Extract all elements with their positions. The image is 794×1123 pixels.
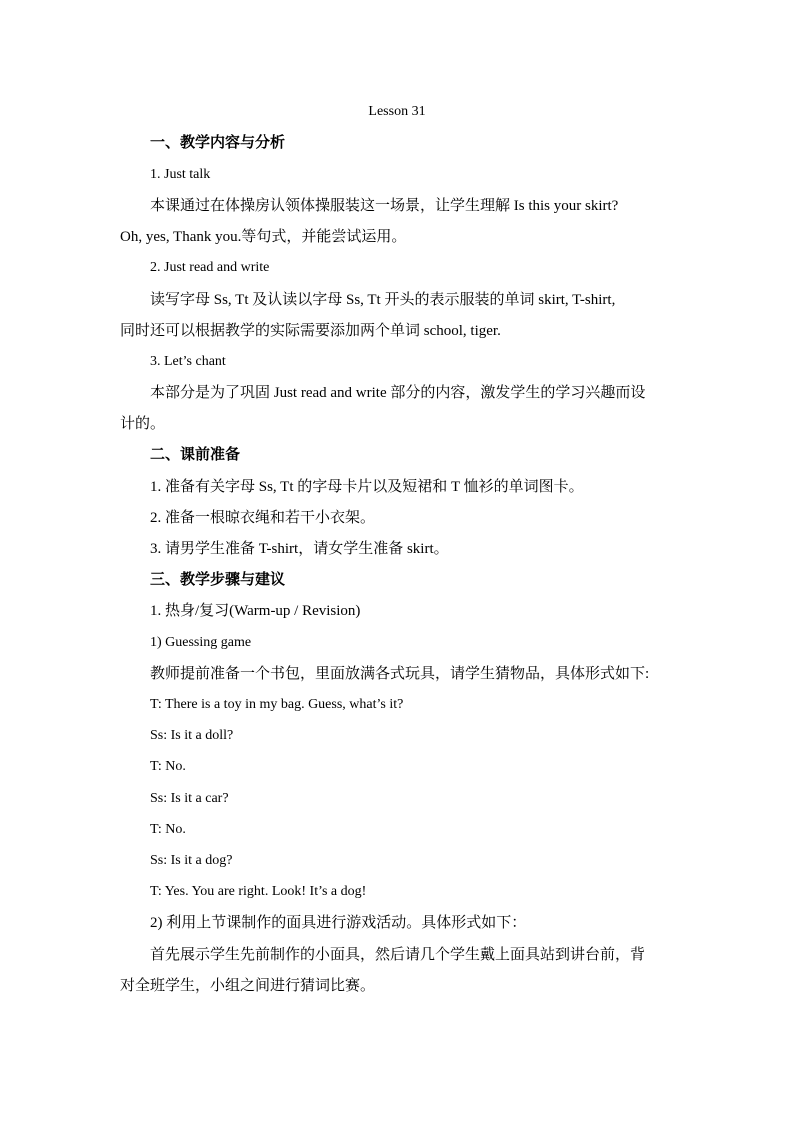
section-heading-steps: 三、教学步骤与建议 xyxy=(150,572,286,588)
list-item: 3. 请男学生准备 T-shirt，请女学生准备 skirt。 xyxy=(150,541,449,557)
paragraph-line: 对全班学生，小组之间进行猜词比赛。 xyxy=(120,978,376,994)
section-heading-content: 一、教学内容与分析 xyxy=(150,135,286,151)
section-heading-preparation: 二、课前准备 xyxy=(150,447,241,463)
dialogue-line: Ss: Is it a dog? xyxy=(150,853,233,868)
paragraph-line: 本部分是为了巩固 Just read and write 部分的内容，激发学生的学习兴趣而设 xyxy=(150,385,646,401)
paragraph-line: 同时还可以根据教学的实际需要添加两个单词 school, tiger. xyxy=(120,323,501,339)
subheading-warmup: 1. 热身/复习(Warm-up / Revision) xyxy=(150,603,361,619)
paragraph-line: 本课通过在体操房认领体操服装这一场景，让学生理解 Is this your skirt? xyxy=(150,198,619,214)
subheading-mask-game: 2) 利用上节课制作的面具进行游戏活动。具体形式如下： xyxy=(150,915,527,931)
subheading-just-talk: 1. Just talk xyxy=(150,167,211,182)
dialogue-line: T: Yes. You are right. Look! It’s a dog! xyxy=(150,884,367,899)
paragraph-line: Oh, yes, Thank you.等句式，并能尝试运用。 xyxy=(120,229,407,245)
paragraph-line: 计的。 xyxy=(120,416,166,432)
subheading-chant: 3. Let’s chant xyxy=(150,354,226,369)
paragraph-line: 首先展示学生先前制作的小面具，然后请几个学生戴上面具站到讲台前，背 xyxy=(150,947,646,963)
subheading-read-write: 2. Just read and write xyxy=(150,260,270,275)
list-item: 2. 准备一根晾衣绳和若干小衣架。 xyxy=(150,510,376,526)
dialogue-line: T: No. xyxy=(150,822,186,837)
dialogue-line: T: No. xyxy=(150,759,186,774)
list-item: 1. 准备有关字母 Ss, Tt 的字母卡片以及短裙和 T 恤衫的单词图卡。 xyxy=(150,479,584,495)
paragraph-line: 读写字母 Ss, Tt 及认读以字母 Ss, Tt 开头的表示服装的单词 skirt, T-shirt, xyxy=(150,292,616,308)
dialogue-line: Ss: Is it a car? xyxy=(150,791,229,806)
lesson-title: Lesson 31 xyxy=(368,104,426,119)
dialogue-line: Ss: Is it a doll? xyxy=(150,728,234,743)
dialogue-line: T: There is a toy in my bag. Guess, what’s it? xyxy=(150,697,404,712)
paragraph-line: 教师提前准备一个书包，里面放满各式玩具，请学生猜物品，具体形式如下: xyxy=(150,666,650,682)
subheading-guessing-game: 1) Guessing game xyxy=(150,635,252,650)
